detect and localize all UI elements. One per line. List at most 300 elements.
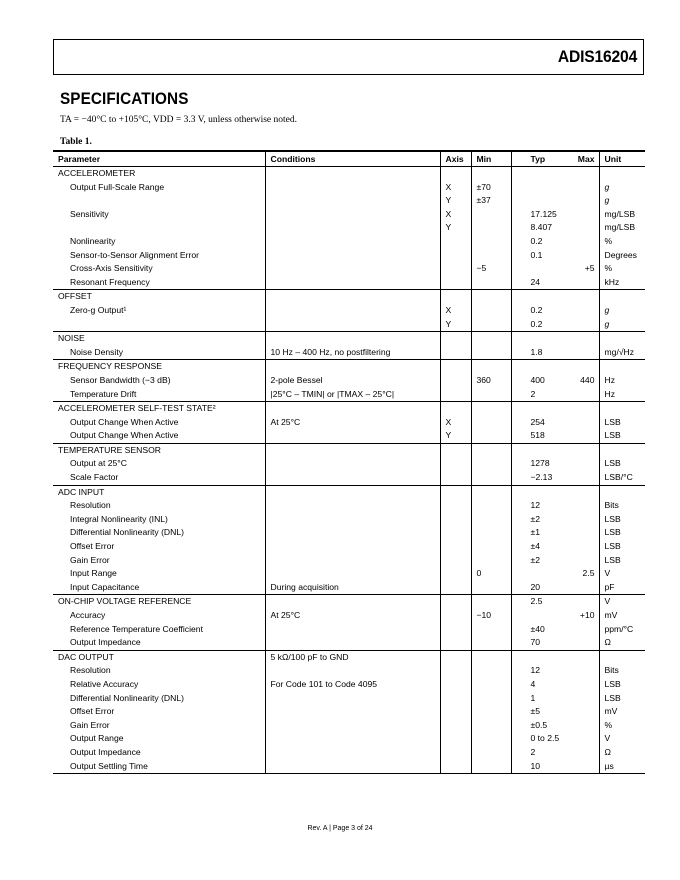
table-cell [511, 650, 566, 664]
table-cell [471, 221, 511, 235]
parameter-cell: Sensor Bandwidth (−3 dB) [70, 374, 171, 385]
table-cell [566, 526, 599, 540]
table-cell [566, 304, 599, 318]
table-cell [471, 167, 511, 181]
parameter-cell: Resonant Frequency [70, 276, 150, 287]
table-cell [265, 443, 440, 457]
section-title: SPECIFICATIONS [60, 89, 189, 108]
group-title: NOISE [58, 333, 85, 344]
table-row [53, 746, 645, 760]
table-cell: ±4 [511, 540, 566, 554]
table-cell: 0 [471, 567, 511, 581]
table-cell [440, 664, 471, 678]
table-row [53, 692, 645, 706]
table-cell: % [599, 235, 645, 249]
table-cell [566, 181, 599, 195]
table-cell [566, 678, 599, 692]
table-row [53, 526, 645, 540]
parameter-cell: Output Impedance [70, 746, 141, 757]
table-cell [599, 167, 645, 181]
table-cell [511, 181, 566, 195]
table-cell [265, 719, 440, 733]
table-cell [265, 402, 440, 416]
table-cell [440, 457, 471, 471]
parameter-cell: Sensitivity [70, 208, 109, 219]
table-cell [566, 457, 599, 471]
table-cell [471, 595, 511, 609]
parameter-cell: Resolution [70, 665, 111, 676]
table-cell: V [599, 567, 645, 581]
table-row [53, 374, 645, 388]
table-cell: 254 [511, 416, 566, 430]
group-title-row [53, 332, 645, 346]
table-cell [440, 235, 471, 249]
group-title: TEMPERATURE SENSOR [58, 444, 161, 455]
table-cell: 10 [511, 760, 566, 774]
table-cell [440, 374, 471, 388]
table-cell: ppm/°C [599, 623, 645, 637]
spec-group [53, 650, 645, 773]
table-cell [471, 457, 511, 471]
parameter-cell: Output Settling Time [70, 760, 148, 771]
column-header: Min [471, 151, 511, 167]
table-cell [471, 719, 511, 733]
table-cell [471, 249, 511, 263]
table-cell [566, 760, 599, 774]
table-cell [471, 692, 511, 706]
table-cell [511, 485, 566, 499]
table-cell [471, 526, 511, 540]
table-row [53, 429, 645, 443]
table-cell [440, 595, 471, 609]
table-cell [265, 732, 440, 746]
table-cell [599, 290, 645, 304]
table-row [53, 678, 645, 692]
table-cell [440, 705, 471, 719]
page-header [53, 39, 644, 75]
table-row [53, 567, 645, 581]
table-cell [265, 332, 440, 346]
table-cell [440, 567, 471, 581]
table-cell: kHz [599, 276, 645, 290]
table-cell [511, 194, 566, 208]
table-cell: Y [440, 429, 471, 443]
group-title-row [53, 443, 645, 457]
table-cell: ±2 [511, 554, 566, 568]
table-cell [440, 692, 471, 706]
parameter-cell [53, 318, 265, 332]
table-cell [566, 221, 599, 235]
table-cell [265, 746, 440, 760]
table-cell [471, 402, 511, 416]
table-cell [265, 318, 440, 332]
table-cell: mV [599, 705, 645, 719]
table-cell [471, 650, 511, 664]
parameter-cell: Output Change When Active [70, 416, 179, 427]
table-cell: 12 [511, 499, 566, 513]
table-cell: 518 [511, 429, 566, 443]
table-cell: 440 [580, 374, 595, 385]
table-cell: 0.2 [511, 318, 566, 332]
table-cell [265, 471, 440, 485]
table-cell: 8.407 [511, 221, 566, 235]
table-row [53, 235, 645, 249]
group-title-row [53, 360, 645, 374]
table-cell: ±40 [511, 623, 566, 637]
table-row [53, 705, 645, 719]
parameter-cell: Output Impedance [70, 637, 141, 648]
table-cell [566, 235, 599, 249]
table-cell [566, 194, 599, 208]
table-cell: ±1 [511, 526, 566, 540]
table-row [53, 457, 645, 471]
table-cell [566, 167, 599, 181]
table-cell [566, 664, 599, 678]
table-row [53, 194, 645, 208]
table-cell [599, 485, 645, 499]
table-row [53, 416, 645, 430]
table-cell [566, 705, 599, 719]
spec-group [53, 485, 645, 595]
table-cell: 400 [511, 374, 566, 388]
table-cell [566, 429, 599, 443]
table-cell: 2 [511, 746, 566, 760]
table-cell [599, 360, 645, 374]
parameter-cell: Gain Error [70, 554, 110, 565]
table-cell [265, 636, 440, 650]
table-cell: LSB [599, 692, 645, 706]
parameter-cell: Output Change When Active [70, 430, 179, 441]
table-row [53, 499, 645, 513]
table-cell [471, 346, 511, 360]
table-cell [265, 692, 440, 706]
parameter-cell: Zero-g Output¹ [70, 304, 127, 315]
table-cell: LSB [599, 540, 645, 554]
table-cell [265, 595, 440, 609]
table-cell [440, 262, 471, 276]
table-cell: ±0.5 [511, 719, 566, 733]
table-cell [566, 650, 599, 664]
parameter-cell: Accuracy [70, 610, 106, 620]
table-cell [265, 181, 440, 195]
table-cell: 12 [511, 664, 566, 678]
table-cell [471, 732, 511, 746]
table-cell: 2.5 [582, 568, 595, 579]
table-cell [471, 636, 511, 650]
table-cell: X [440, 208, 471, 222]
parameter-cell: Nonlinearity [70, 235, 116, 246]
part-number: ADIS16204 [557, 47, 637, 66]
table-cell [440, 760, 471, 774]
table-cell [566, 276, 599, 290]
spec-group [53, 360, 645, 402]
conditions-note: TA = −40°C to +105°C, VDD = 3.3 V, unless otherwise noted. [60, 115, 298, 125]
table-cell [440, 746, 471, 760]
parameter-cell: Input Capacitance [70, 581, 140, 592]
table-cell: For Code 101 to Code 4095 [265, 678, 440, 692]
table-cell [566, 692, 599, 706]
table-cell [566, 719, 599, 733]
parameter-cell: Noise Density [70, 346, 124, 357]
table-cell [440, 249, 471, 263]
spec-group [53, 167, 645, 290]
table-cell [471, 235, 511, 249]
table-row [53, 249, 645, 263]
table-cell [440, 290, 471, 304]
table-row [53, 208, 645, 222]
table-cell: LSB/°C [599, 471, 645, 485]
table-row [53, 181, 645, 195]
group-title: ADC INPUT [58, 486, 105, 497]
table-cell [511, 360, 566, 374]
table-cell [471, 290, 511, 304]
table-cell: Y [440, 221, 471, 235]
table-cell: LSB [599, 429, 645, 443]
table-cell [440, 485, 471, 499]
table-row [53, 513, 645, 527]
table-cell: −10 [471, 609, 511, 623]
table-cell [265, 526, 440, 540]
parameter-cell: Reference Temperature Coefficient [70, 623, 203, 634]
table-cell: LSB [599, 416, 645, 430]
table-row [53, 540, 645, 554]
table-cell: 10 Hz – 400 Hz, no postfiltering [265, 346, 440, 360]
table-cell [566, 346, 599, 360]
group-title-row [53, 290, 645, 304]
table-cell [440, 360, 471, 374]
table-row [53, 346, 645, 360]
table-cell [440, 581, 471, 595]
table-cell: 2-pole Bessel [265, 374, 440, 388]
table-cell [471, 416, 511, 430]
table-row [53, 609, 645, 623]
group-title-row [53, 402, 645, 416]
table-cell [511, 443, 566, 457]
table-cell [440, 276, 471, 290]
table-cell [265, 429, 440, 443]
table-cell [471, 499, 511, 513]
table-cell: 5 kΩ/100 pF to GND [265, 650, 440, 664]
table-cell [471, 760, 511, 774]
table-cell [511, 609, 566, 623]
table-cell [471, 678, 511, 692]
table-cell: Ω [599, 636, 645, 650]
table-cell [471, 581, 511, 595]
group-title: ACCELEROMETER [58, 168, 136, 178]
table-cell: Bits [599, 664, 645, 678]
table-cell [440, 526, 471, 540]
table-cell: % [599, 719, 645, 733]
group-title: OFFSET [58, 291, 92, 302]
table-cell [566, 636, 599, 650]
group-title: ON-CHIP VOLTAGE REFERENCE [58, 596, 192, 607]
column-header: Typ [511, 151, 566, 167]
table-cell: LSB [599, 526, 645, 540]
table-cell [566, 581, 599, 595]
spec-group [53, 595, 645, 650]
table-row [53, 554, 645, 568]
table-cell: g [599, 318, 645, 332]
group-title-row [53, 167, 645, 181]
table-cell: −5 [471, 262, 511, 276]
column-header: Unit [599, 151, 645, 167]
table-header-row [53, 151, 645, 167]
table-cell: g [599, 181, 645, 195]
table-cell: ±70 [471, 181, 511, 195]
table-cell [566, 513, 599, 527]
table-cell: X [440, 181, 471, 195]
table-cell [265, 457, 440, 471]
table-cell [440, 499, 471, 513]
parameter-cell: Output at 25°C [70, 458, 127, 469]
table-cell: |25°C – TMIN| or |TMAX – 25°C| [265, 388, 440, 402]
parameter-cell: Output Range [70, 733, 124, 744]
table-cell [440, 609, 471, 623]
group-title-row [53, 650, 645, 664]
table-cell [265, 194, 440, 208]
table-cell [566, 208, 599, 222]
table-cell [440, 554, 471, 568]
column-header: Parameter [53, 151, 265, 167]
column-header: Axis [440, 151, 471, 167]
table-cell [265, 167, 440, 181]
table-cell: Hz [599, 388, 645, 402]
table-cell [471, 513, 511, 527]
table-cell [511, 262, 566, 276]
table-cell [471, 443, 511, 457]
table-cell: mg/√Hz [599, 346, 645, 360]
table-cell: 24 [511, 276, 566, 290]
parameter-cell: Cross-Axis Sensitivity [70, 263, 153, 274]
table-cell [566, 318, 599, 332]
table-cell [440, 540, 471, 554]
parameter-cell: Sensor-to-Sensor Alignment Error [70, 249, 199, 260]
table-cell [440, 388, 471, 402]
table-row [53, 719, 645, 733]
table-cell [471, 276, 511, 290]
table-cell [265, 290, 440, 304]
table-cell [566, 388, 599, 402]
table-cell: mV [599, 609, 645, 623]
table-cell: 20 [511, 581, 566, 595]
table-cell [265, 304, 440, 318]
table-cell [265, 499, 440, 513]
table-cell [265, 554, 440, 568]
specifications-table [53, 150, 645, 774]
table-cell [440, 719, 471, 733]
table-cell [471, 318, 511, 332]
table-cell: 1 [511, 692, 566, 706]
table-cell: mg/LSB [599, 208, 645, 222]
table-cell: g [599, 304, 645, 318]
table-cell [566, 332, 599, 346]
table-cell [265, 567, 440, 581]
table-cell [265, 262, 440, 276]
table-cell: LSB [599, 678, 645, 692]
column-header: Conditions [265, 151, 440, 167]
table-cell: At 25°C [265, 609, 440, 623]
group-title: DAC OUTPUT [58, 651, 114, 662]
table-cell: Degrees [599, 249, 645, 263]
table-cell: Hz [599, 374, 645, 388]
table-cell [471, 208, 511, 222]
table-cell: 0.2 [511, 235, 566, 249]
table-cell [566, 416, 599, 430]
table-cell [265, 221, 440, 235]
table-cell: +10 [579, 610, 595, 620]
table-cell [599, 332, 645, 346]
table-cell [566, 290, 599, 304]
table-cell: Bits [599, 499, 645, 513]
table-cell [566, 471, 599, 485]
table-cell: ±37 [471, 194, 511, 208]
table-cell: X [440, 304, 471, 318]
table-cell [471, 388, 511, 402]
table-cell: 0.1 [511, 249, 566, 263]
table-cell [471, 705, 511, 719]
table-cell: LSB [599, 513, 645, 527]
spec-group [53, 443, 645, 485]
table-cell [440, 402, 471, 416]
table-cell [566, 554, 599, 568]
parameter-cell: Gain Error [70, 719, 110, 730]
table-cell [511, 290, 566, 304]
table-cell: ±5 [511, 705, 566, 719]
table-row [53, 262, 645, 276]
table-row [53, 664, 645, 678]
page-footer: Rev. A | Page 3 of 24 [307, 825, 373, 832]
table-cell [511, 167, 566, 181]
table-cell [566, 595, 599, 609]
parameter-cell: Offset Error [70, 706, 115, 717]
table-cell: Ω [599, 746, 645, 760]
table-label: Table 1. [60, 137, 92, 147]
table-cell [440, 732, 471, 746]
table-cell: g [599, 194, 645, 208]
table-cell: +5 [584, 263, 595, 274]
spec-group [53, 402, 645, 444]
table-cell [511, 332, 566, 346]
table-cell: 0.2 [511, 304, 566, 318]
table-cell: 0 to 2.5 [511, 732, 566, 746]
table-cell: % [599, 262, 645, 276]
table-cell [566, 249, 599, 263]
table-cell [265, 276, 440, 290]
table-cell: Y [440, 318, 471, 332]
table-cell [566, 732, 599, 746]
table-cell: 360 [471, 374, 511, 388]
table-cell: LSB [599, 457, 645, 471]
table-cell [265, 540, 440, 554]
table-cell: 2.5 [511, 595, 566, 609]
table-row [53, 471, 645, 485]
table-row [53, 760, 645, 774]
table-cell [471, 664, 511, 678]
table-cell [440, 650, 471, 664]
table-cell: µs [599, 760, 645, 774]
parameter-cell: Integral Nonlinearity (INL) [70, 513, 168, 524]
table-cell: 1.8 [511, 346, 566, 360]
parameter-cell: Input Range [70, 568, 117, 579]
parameter-cell [53, 221, 265, 235]
table-cell [599, 443, 645, 457]
table-cell [440, 678, 471, 692]
spec-group [53, 332, 645, 360]
table-cell [440, 471, 471, 485]
table-cell: −2.13 [511, 471, 566, 485]
table-cell [471, 429, 511, 443]
table-row [53, 623, 645, 637]
